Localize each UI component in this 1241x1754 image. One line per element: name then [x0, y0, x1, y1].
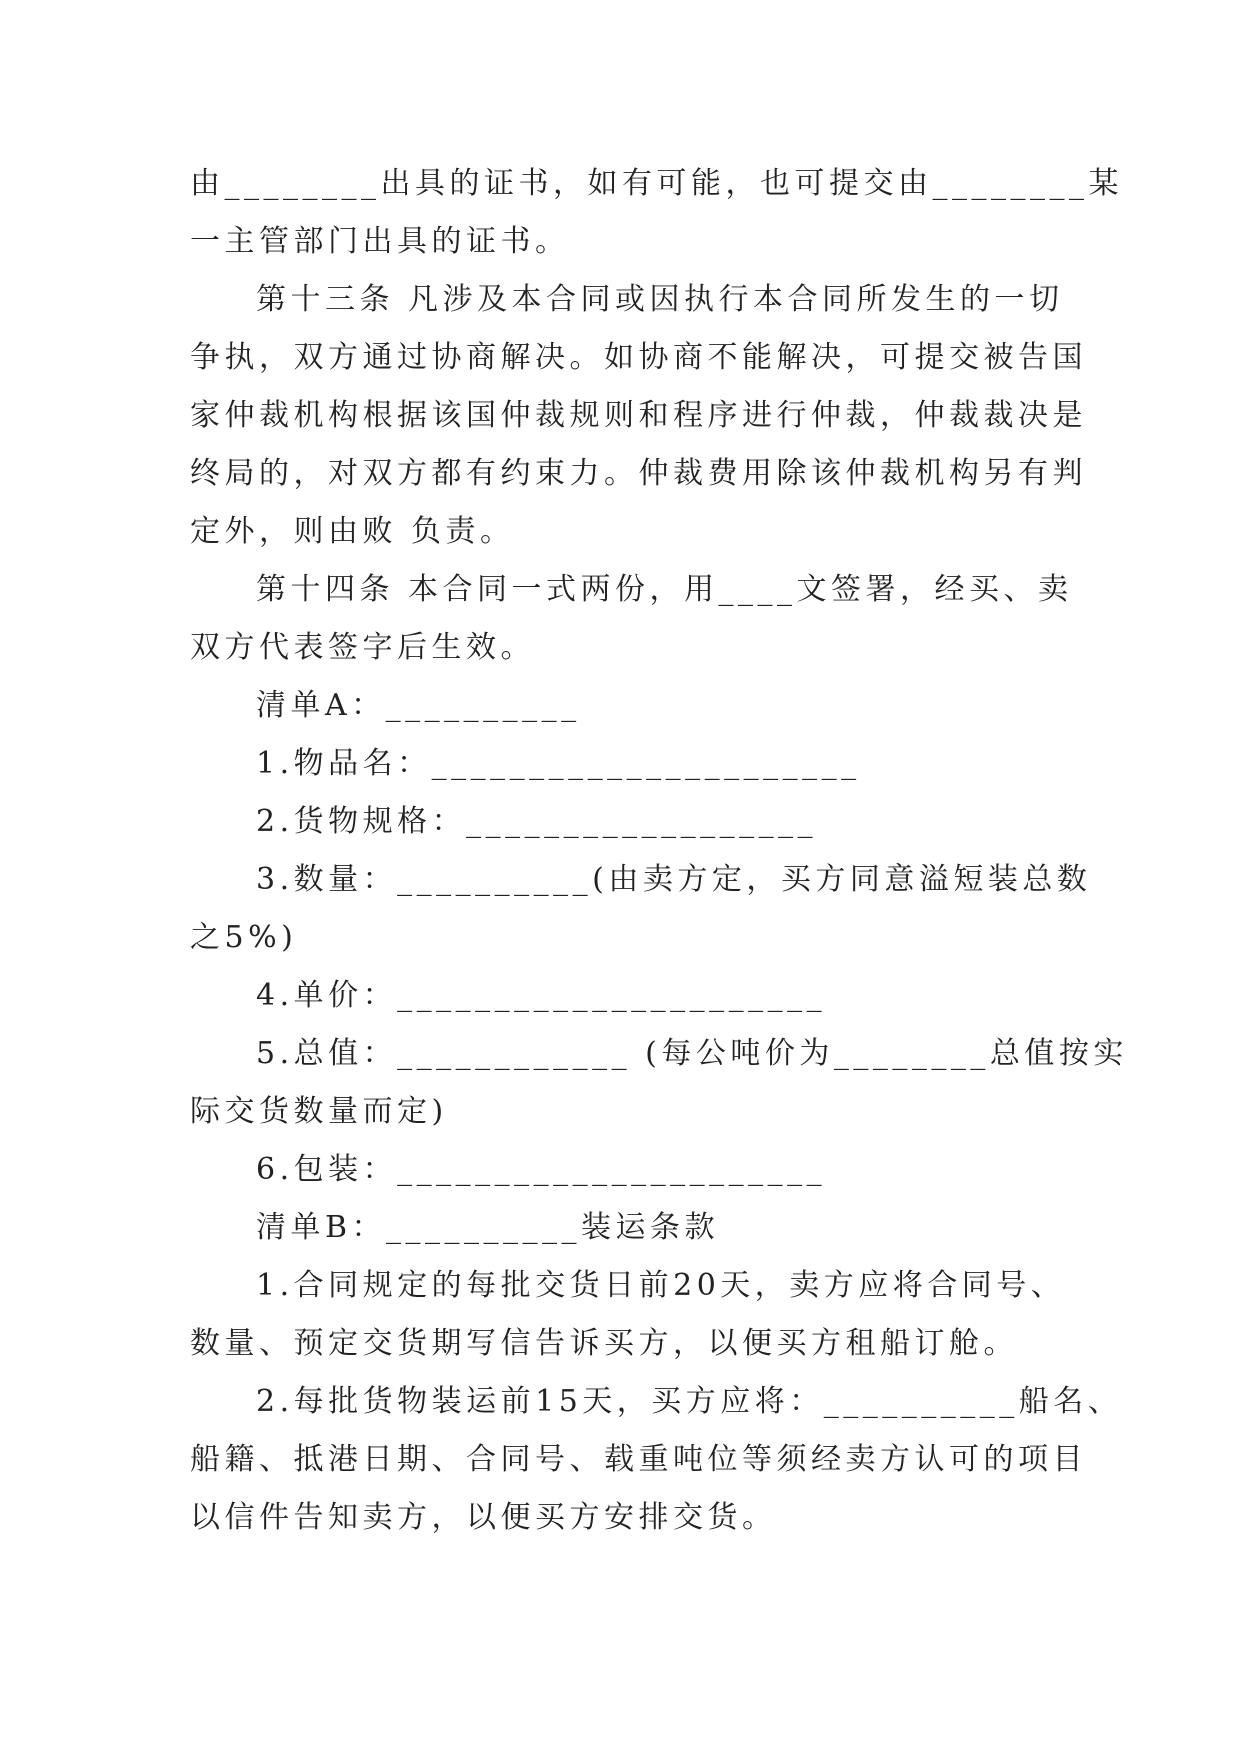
document-body — [190, 155, 1128, 1547]
text-line: 第十三条 凡涉及本合同或因执行本合同所发生的一切 — [256, 282, 1064, 317]
text-line: 家仲裁机构根据该国仲裁规则和程序进行仲裁，仲裁裁决是 — [190, 398, 1087, 433]
text-line: 1.合同规定的每批交货日前20天，卖方应将合同号、 — [256, 1268, 1066, 1303]
text-line: 6.包装：______________________ — [256, 1152, 827, 1187]
text-line: 由________出具的证书，如有可能，也可提交由________某 — [190, 166, 1123, 201]
text-line: 4.单价：______________________ — [256, 978, 827, 1013]
text-line: 船籍、抵港日期、合同号、载重吨位等须经卖方认可的项目 — [190, 1442, 1087, 1477]
text-line: 以信件告知卖方，以便买方安排交货。 — [190, 1500, 777, 1535]
text-line: 1.物品名：______________________ — [256, 746, 861, 781]
text-line: 之5%) — [190, 920, 298, 955]
text-line: 终局的，对双方都有约束力。仲裁费用除该仲裁机构另有判 — [190, 456, 1087, 491]
text-line: 清单A：__________ — [256, 688, 581, 723]
text-line: 2.货物规格：__________________ — [256, 804, 818, 839]
text-line: 际交货数量而定) — [190, 1094, 448, 1129]
text-line: 数量、预定交货期写信告诉买方，以便买方租船订舱。 — [190, 1326, 1018, 1361]
text-line: 争执，双方通过协商解决。如协商不能解决，可提交被告国 — [190, 340, 1087, 375]
text-line: 双方代表签字后生效。 — [190, 630, 535, 665]
text-line: 一主管部门出具的证书。 — [190, 224, 570, 259]
text-line: 5.总值：____________ (每公吨价为________总值按实 — [256, 1036, 1128, 1071]
text-line: 第十四条 本合同一式两份，用____文签署，经买、卖 — [256, 572, 1073, 607]
text-line: 定外，则由败 负责。 — [190, 514, 515, 549]
text-line: 3.数量：__________(由卖方定，买方同意溢短装总数 — [256, 862, 1092, 897]
text-line: 2.每批货物装运前15天，买方应将：__________船名、 — [256, 1384, 1123, 1419]
text-line: 清单B：__________装运条款 — [256, 1210, 720, 1245]
